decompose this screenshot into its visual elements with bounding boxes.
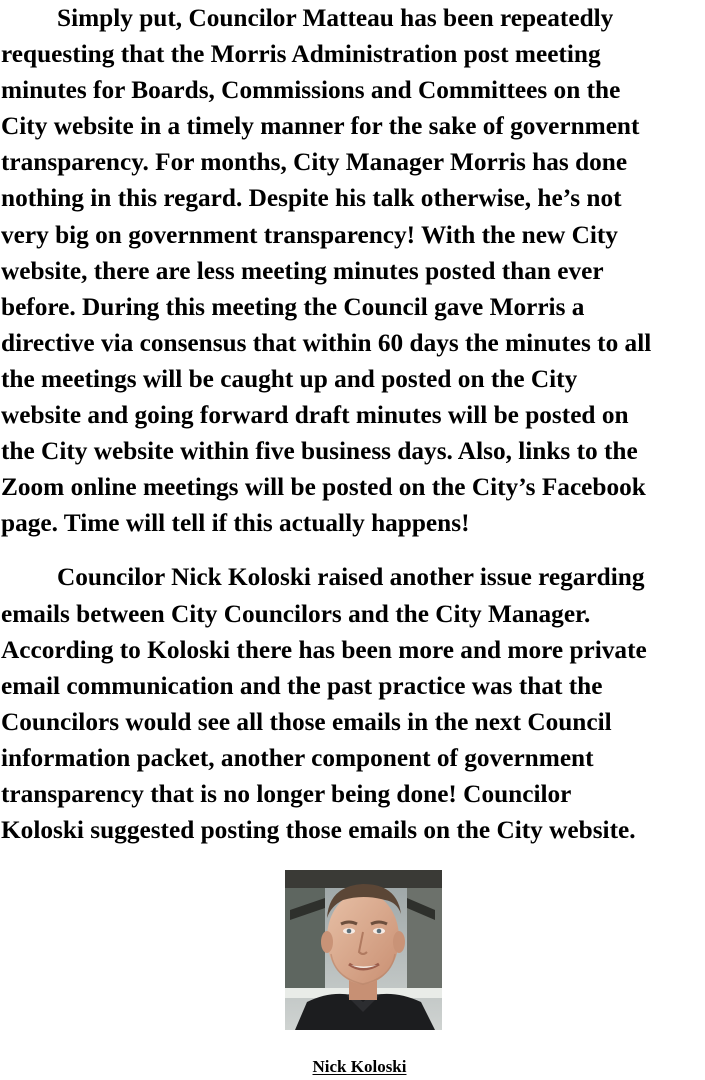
text-line: the meetings will be caught up and posted on the City bbox=[1, 364, 578, 393]
text-line: According to Koloski there has been more and more private bbox=[1, 635, 647, 664]
paragraph-matteau bbox=[1, 0, 705, 541]
paragraph-koloski bbox=[1, 559, 705, 848]
portrait-illustration bbox=[285, 870, 442, 1030]
text-line: page. Time will tell if this actually happens! bbox=[1, 509, 470, 538]
text-line: minutes for Boards, Commissions and Committees on the bbox=[1, 76, 621, 105]
text-line: emails between City Councilors and the City Manager. bbox=[1, 599, 591, 628]
text-line: the City website within five business days. Also, links to the bbox=[1, 437, 638, 466]
text-line: requesting that the Morris Administration post meeting bbox=[1, 40, 601, 69]
text-line: Councilors would see all those emails in the next Council bbox=[1, 707, 612, 736]
text-line: City website in a timely manner for the sake of government bbox=[1, 112, 640, 141]
text-line: before. During this meeting the Council gave Morris a bbox=[1, 292, 585, 321]
portrait-photo bbox=[285, 870, 442, 1030]
photo-caption bbox=[0, 1057, 705, 1077]
text-line: Simply put, Councilor Matteau has been repeatedly bbox=[57, 4, 614, 32]
caption-text: Nick Koloski bbox=[312, 1057, 407, 1076]
text-line: Zoom online meetings will be posted on the City’s Facebook bbox=[1, 473, 646, 502]
text-line: Koloski suggested posting those emails on the City website. bbox=[1, 816, 636, 845]
text-line: Councilor Nick Koloski raised another issue regarding bbox=[57, 563, 645, 592]
text-line: very big on government transparency! With the new City bbox=[1, 220, 618, 249]
text-line: website and going forward draft minutes will be posted on bbox=[1, 401, 629, 430]
article-body bbox=[1, 0, 705, 848]
text-line: transparency that is no longer being done! Councilor bbox=[1, 779, 572, 808]
text-line: nothing in this regard. Despite his talk otherwise, he’s not bbox=[1, 184, 622, 213]
text-line: transparency. For months, City Manager Morris has done bbox=[1, 148, 628, 177]
text-line: email communication and the past practice was that the bbox=[1, 671, 603, 700]
text-line: information packet, another component of government bbox=[1, 743, 594, 772]
text-line: directive via consensus that within 60 days the minutes to all bbox=[1, 328, 652, 357]
text-line: website, there are less meeting minutes posted than ever bbox=[1, 256, 604, 285]
